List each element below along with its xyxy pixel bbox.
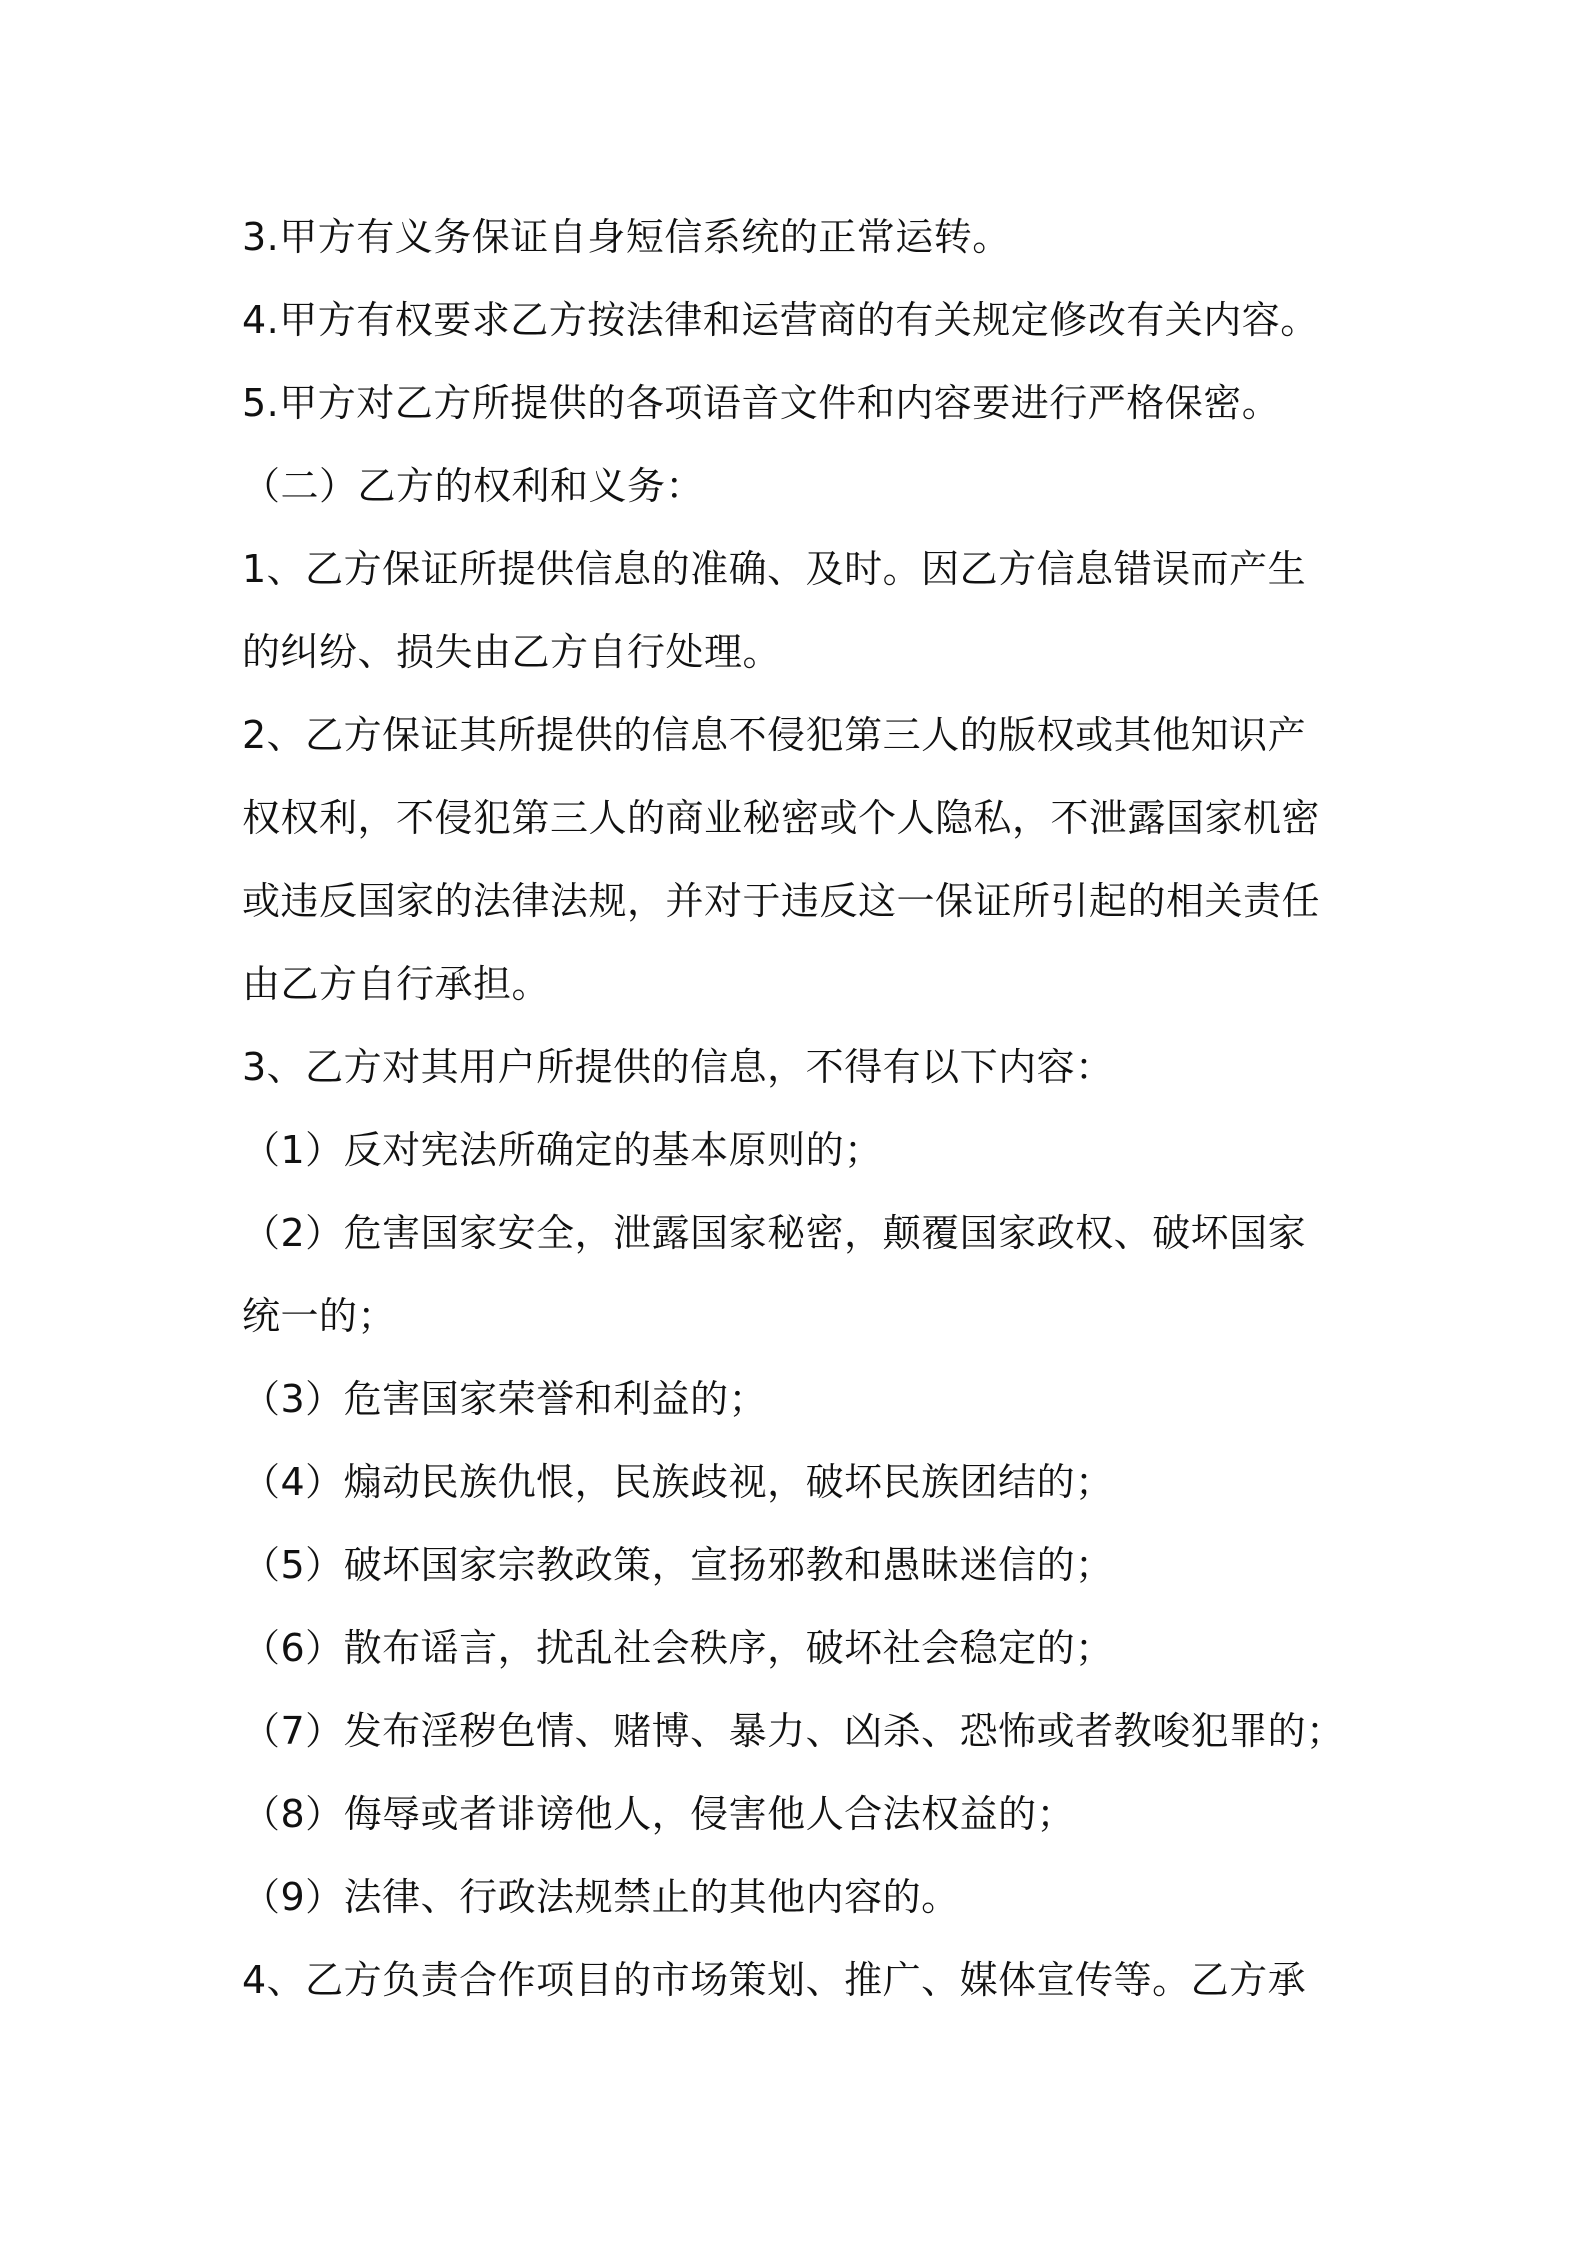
clause-b4-line1: 4、乙方负责合作项目的市场策划、推广、媒体宣传等。乙方承 xyxy=(242,1958,1307,2002)
prohibited-item-9: （9）法律、行政法规禁止的其他内容的。 xyxy=(242,1875,960,1919)
document-body xyxy=(242,196,1382,2022)
prohibited-item-4: （4）煽动民族仇恨，民族歧视，破坏民族团结的； xyxy=(242,1460,1114,1504)
prohibited-item-2-line1: （2）危害国家安全，泄露国家秘密，颠覆国家政权、破坏国家 xyxy=(242,1211,1307,1255)
clause-b1-line2: 的纠纷、损失由乙方自行处理。 xyxy=(242,630,782,674)
clause-b2-line2: 权权利，不侵犯第三人的商业秘密或个人隐私，不泄露国家机密 xyxy=(242,796,1321,840)
prohibited-item-2-line2: 统一的； xyxy=(242,1294,397,1338)
prohibited-item-8: （8）侮辱或者诽谤他人，侵害他人合法权益的； xyxy=(242,1792,1076,1836)
prohibited-item-5: （5）破坏国家宗教政策，宣扬邪教和愚昧迷信的； xyxy=(242,1543,1114,1587)
clause-b1-line1: 1、乙方保证所提供信息的准确、及时。因乙方信息错误而产生 xyxy=(242,547,1307,591)
clause-a5: 5.甲方对乙方所提供的各项语音文件和内容要进行严格保密。 xyxy=(242,381,1281,425)
prohibited-item-6: （6）散布谣言，扰乱社会秩序，破坏社会稳定的； xyxy=(242,1626,1114,1670)
clause-a3: 3.甲方有义务保证自身短信系统的正常运转。 xyxy=(242,215,1011,259)
clause-b3: 3、乙方对其用户所提供的信息，不得有以下内容： xyxy=(242,1045,1114,1089)
clause-b2-line1: 2、乙方保证其所提供的信息不侵犯第三人的版权或其他知识产 xyxy=(242,713,1307,757)
clause-b2-line4: 由乙方自行承担。 xyxy=(242,962,551,1006)
section-heading-party-b: （二）乙方的权利和义务： xyxy=(242,464,705,508)
clause-b2-line3: 或违反国家的法律法规，并对于违反这一保证所引起的相关责任 xyxy=(242,879,1321,923)
clause-a4: 4.甲方有权要求乙方按法律和运营商的有关规定修改有关内容。 xyxy=(242,298,1319,342)
prohibited-item-1: （1）反对宪法所确定的基本原则的； xyxy=(242,1128,883,1172)
prohibited-item-3: （3）危害国家荣誉和利益的； xyxy=(242,1377,768,1421)
prohibited-item-7: （7）发布淫秽色情、赌博、暴力、凶杀、恐怖或者教唆犯罪的； xyxy=(242,1709,1345,1753)
